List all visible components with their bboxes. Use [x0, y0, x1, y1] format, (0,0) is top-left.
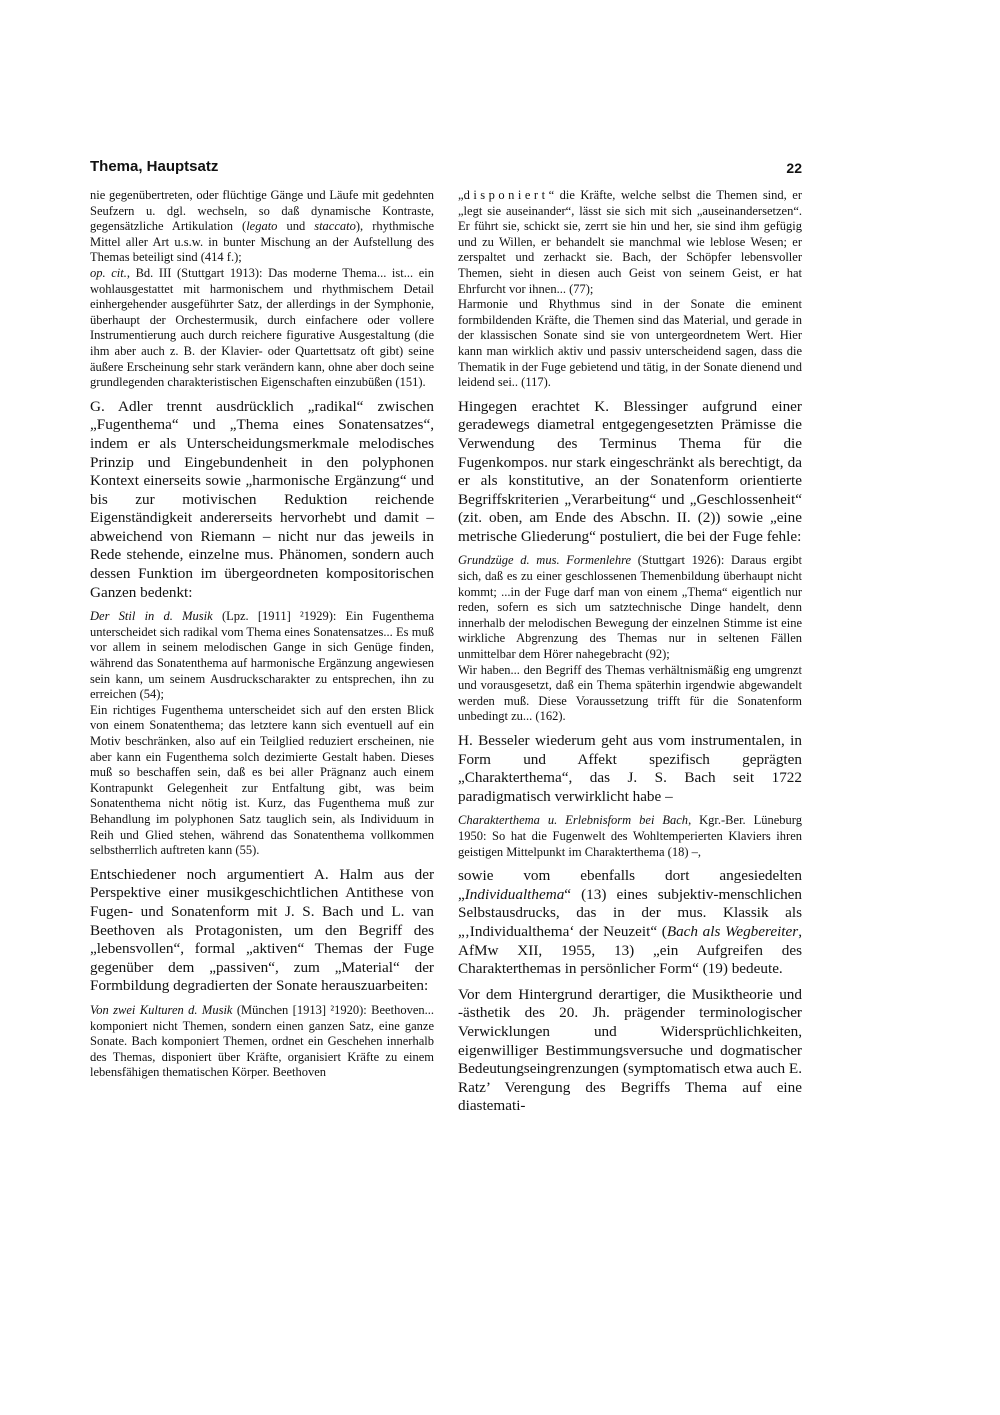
text-paragraph: Vor dem Hintergrund derartiger, die Musiktheorie und -ästhetik des 20. Jh. prägender terminologischer Verwicklungen und Widersprüchlichkeiten, eigenwilliger Bestimmungsversuche und dogmatischer Bedeutungseingrenzungen (symptomatisch etwa auch E. Ratz’ Verengung des Begriffs Thema auf eine diastemati- [458, 985, 802, 1115]
text-paragraph: Entschiedener noch argumentiert A. Halm aus der Perspektive einer musikgeschichtlichen Antithese von Fugen- und Sonatenform mit J. S. Bach und L. van Beethoven als Protagonisten, um den Begriff des „lebensvollen“, formal „aktiven“ Themas der Fuge gegenüber dem „passiven“, zum „Material“ der Formbildung degradierten der Sonate herauszuarbeiten: [90, 865, 434, 995]
running-head [90, 158, 802, 184]
source-title: Von zwei Kulturen d. Musik [90, 1002, 233, 1017]
quote-paragraph: nie gegenübertreten, oder flüchtige Gänge und Läufe mit gedehnten Seufzern u. dgl. wechseln, so daß dynamische Kontraste, gegensätzliche Artikulation (legato und staccato), rhythmische Mittel aller Art u.s.w. in bunter Mischung an der Aufstellung des Themas beteiligt sind (414 f.); [90, 188, 434, 265]
quote-paragraph: Von zwei Kulturen d. Musik (München [1913] ²1920): Beethoven... komponiert nicht Themen, sondern einen ganzen Satz, eine ganze Sonate. Bach komponiert Themen, ordnet ein Geschehen innerhalb des Themas, disponiert über Kräfte, organisiert Kräfte zu einem lebensfähigen thematischen Körper. Beethoven [90, 1002, 434, 1080]
right-column [458, 188, 802, 1123]
spaced-word: disponiert [463, 188, 549, 202]
source-title: op. cit. [90, 265, 127, 280]
quote-paragraph: Charakterthema u. Erlebnisform bei Bach, Kgr.-Ber. Lüneburg 1950: So hat die Fugenwelt des Wohltemperierten Klaviers ihren geistigen Mittelpunkt im Charakterthema (18) –, [458, 813, 802, 859]
quote-paragraph: Grundzüge d. mus. Formenlehre (Stuttgart 1926): Daraus ergibt sich, daß es zu einer geschlossenen Themenbildung überhaupt nicht kommt; ...in der Fuge darf man von einem „Thema“ eigentlich nur reden, sofern es sich um satztechnische Dinge handelt, denn innerhalb der melodischen Bewegung der einzelnen Stimme ist eine wirkliche Abgrenzung des Themas nur in seltenen Fällen unmittelbar dem Hörer nahegebracht (92); [458, 553, 802, 662]
text-paragraph: Hingegen erachtet K. Blessinger aufgrund einer geradewegs diametral entgegengesetzten Prämisse die Verwendung des Terminus Thema für die Fugenkompos. nur stark eingeschränkt als berechtigt, da er als konstitutive, an der Sonatenform orientierte Begriffskriterien „Verarbeitung“ und „Geschlossenheit“ (zit. oben, am Ende des Abschn. II. (2)) sowie „eine metrische Gliederung“ postuliert, die bei der Fuge fehle: [458, 397, 802, 545]
quote-paragraph: op. cit., Bd. III (Stuttgart 1913): Das moderne Thema... ist... ein wohlausgestattet mit harmonischem und rhythmischem Detail einhergehender ausgeführter Satz, der allerdings in der Symphonie, überhaupt der Orchestermusik, durch einfachere oder vollere Instrumentierung auch durch reichere figurative Ausgestaltung (die ihm aber auch z. B. der Klavier- oder Quartettsatz oft gibt) seine äußere Erscheinung sehr stark verändern kann, ohne aber doch seine grundlegenden charakteristischen Eigenschaften einzubüßen (151). [90, 265, 434, 390]
document-page [90, 158, 802, 1258]
quote-paragraph: Ein richtiges Fugenthema unterscheidet sich auf den ersten Blick von einem Sonatenthema; das letztere kann sich eventuell auf ein Motiv beschränken, also auf ein Teilglied reduziert erscheinen, nie aber kann ein Fugenthema solch dezimierte Gestalt haben. Dieses muß so beschaffen sein, daß es bei aller Prägnanz auch einem Kontrapunkt Gelegenheit zur Entfaltung gibt, was beim Sonatenthema nicht nötig ist. Kurz, das Fugenthema muß zur Behandlung im polyphonen Satz tauglich sein, als Individuum in Reih und Glied stehen, während das Sonatenthema vollkommen selbstherrlich auftreten kann (55). [90, 702, 434, 858]
text-paragraph: sowie vom ebenfalls dort angesiedelten „Individualthema“ (13) eines subjektiv-menschlichen Selbstausdrucks, das in der mus. Klassik als „‚Individualthema‘ der Neuzeit“ (Bach als Wegbereiter, AfMw XII, 1955, 13) „ein Aufgreifen des Charakterthemas in persönlicher Form“ (19) bedeute. [458, 867, 802, 978]
quote-paragraph: Harmonie und Rhythmus sind in der Sonate die eminent formbildenden Kräfte, die Themen sind das Material, und gerade in der klassischen Sonate sind sie von untergeordnetem Wert. Hier kann man wirklich aktiv und passiv unterscheidend sagen, dass die Thematik in der Fuge gebietend und tätig, in der Sonate dienend und leidend sei.. (117). [458, 297, 802, 390]
source-title: Charakterthema u. Erlebnisform bei Bach [458, 813, 689, 828]
text-paragraph: H. Besseler wiederum geht aus vom instrumentalen, in Form und Affekt spezifisch geprägten „Charakterthema“, das J. S. Bach seit 1722 paradigmatisch verwirklicht habe – [458, 732, 802, 805]
text-paragraph: G. Adler trennt ausdrücklich „radikal“ zwischen „Fugenthema“ und „Thema eines Sonatensatzes“, indem er als Unterscheidungsmerkmale melodisches Prinzip und Eingebundenheit in den polyphonen Kontext einerseits sowie „harmonische Ergänzung“ und bis zur motivischen Reduktion reichende Eigenständigkeit andererseits hervorhebt und damit – abweichend von Riemann – nicht nur das jeweils in Rede stehende, einzelne mus. Phänomen, sondern auch dessen Funktion im übergeordneten kompositorischen Ganzen bedenkt: [90, 397, 434, 601]
quote-paragraph: Der Stil in d. Musik (Lpz. [1911] ²1929): Ein Fugenthema unterscheidet sich radikal vom Thema eines Sonatensatzes... Es muß vor allem in seinem melodischen Gange in sich Genüge finden, während das Sonatenthema auf harmonische Ergänzung angewiesen sein kann, um seinem Ausdruckscharakter zu entsprechen, ihn zu erreichen (54); [90, 609, 434, 702]
quote-paragraph: „disponiert“ die Kräfte, welche selbst die Themen sind, er „legt sie auseinander“, lässt sie sich mit sich „auseinandersetzen“. Er führt sie, schickt sie, zerrt sie hin und her, sie sind ihm gefügig und zu Willen, er behandelt sie manchmal wie leblose Wesen; er zerspaltet und zerhackt sie. Bach, der Schöpfer lebensvoller Themen, sieht in diesen auch Geist von seinem Geist, er hat Ehrfurcht vor ihnen... (77); [458, 188, 802, 296]
quote-paragraph: Wir haben... den Begriff des Themas verhältnismäßig eng umgrenzt und vorausgesetzt, daß ein Thema späterhin irgendwie abgewandelt werden muß. Diese Voraussetzung trifft für die Sonatenform unbedingt zu... (162). [458, 662, 802, 724]
source-title: Grundzüge d. mus. Formenlehre [458, 553, 632, 568]
page-number: 22 [786, 160, 802, 176]
source-title: Der Stil in d. Musik [90, 609, 213, 624]
running-title: Thema, Hauptsatz [90, 158, 219, 175]
left-column [90, 188, 434, 1081]
